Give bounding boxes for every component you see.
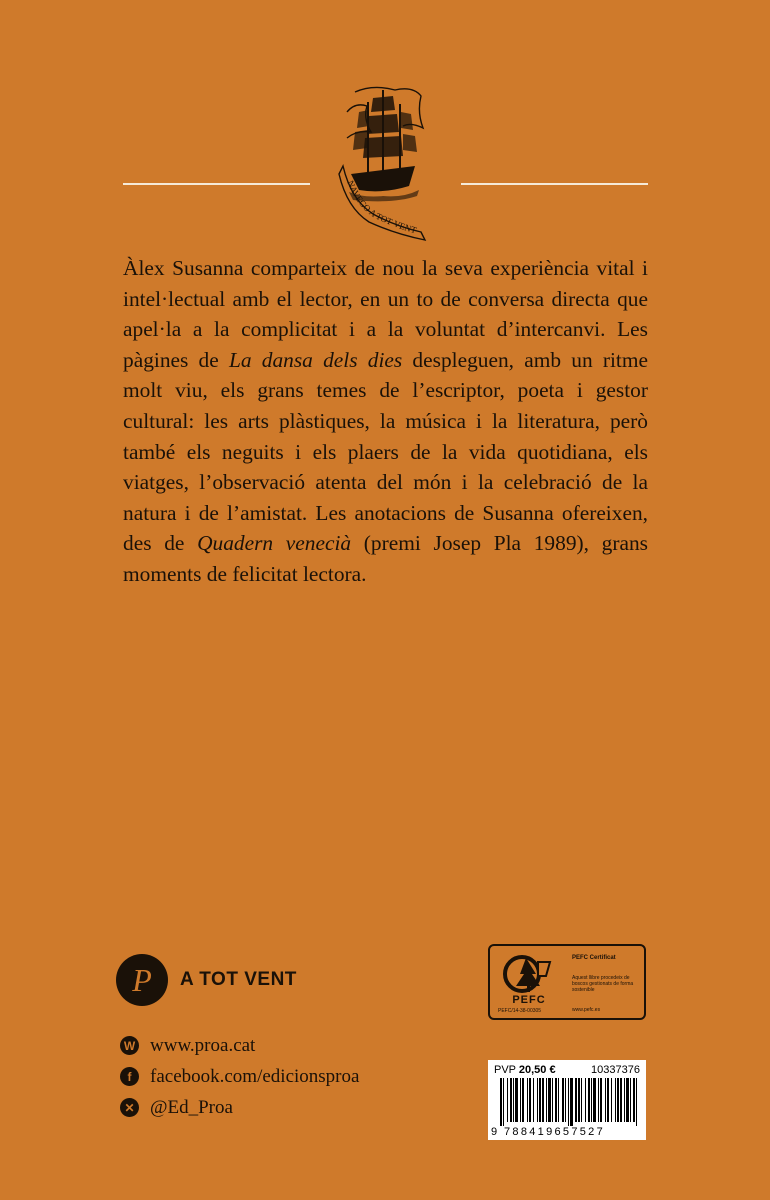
contact-facebook[interactable] [120,1061,359,1092]
pefc-brand: PEFC [512,994,546,1006]
barcode-bar [626,1078,629,1122]
barcode-bar [570,1078,573,1126]
barcode-bar [542,1078,544,1122]
pefc-website: www.pefc.es [572,1007,601,1013]
contact-list [120,1030,359,1123]
blurb-paragraph [123,253,648,590]
barcode-bar [548,1078,551,1122]
barcode-bar [529,1078,531,1122]
svg-text:P: P [132,962,152,998]
barcode-bar [593,1078,596,1122]
barcode-bar [565,1078,566,1122]
divider-left [123,183,310,185]
barcode-bar [562,1078,564,1122]
barcode-bar [581,1078,582,1122]
barcode-bar [522,1078,524,1122]
barcode-bar [605,1078,606,1122]
x-handle-link[interactable]: @Ed_Proa [150,1096,233,1118]
barcode-bar [633,1078,635,1122]
barcode-bar [546,1078,547,1122]
barcode-bar [591,1078,592,1122]
barcode-bar [588,1078,590,1122]
isbn-first-digit: 9 [491,1126,498,1138]
barcode-label [488,1060,646,1140]
barcode-bar [558,1078,559,1122]
price-value: 20,50 € [518,1064,556,1076]
barcode-bar [607,1078,609,1122]
facebook-icon: f [120,1067,139,1086]
price-line [494,1064,556,1076]
web-icon: W [120,1036,139,1055]
facebook-link[interactable]: facebook.com/edicionsproa [150,1065,360,1087]
svg-text:NAVEGO A TOT VENT: NAVEGO A TOT VENT [345,178,418,236]
x-icon: ✕ [120,1098,139,1117]
blurb-text-3: (premi Josep Pla 1989), grans moments de felicitat lectora. [123,531,648,586]
book-title-dansa: La dansa dels dies [228,347,403,372]
barcode-bar [615,1078,616,1122]
barcode-bar [636,1078,637,1126]
ship-emblem-icon [333,82,433,246]
barcode-bar [620,1078,622,1122]
barcode-bar [611,1078,612,1122]
barcode-bar [568,1078,569,1126]
contact-website[interactable] [120,1030,359,1061]
barcode-bar [533,1078,534,1122]
book-title-quadern: Quadern venecià [197,531,352,556]
barcode-bar [624,1078,625,1122]
reference-number: 10337376 [591,1064,640,1076]
barcode-bar [617,1078,619,1122]
barcode-bar [513,1078,514,1122]
divider-right [461,183,648,185]
barcode-bar [630,1078,631,1122]
barcode-bar [503,1078,504,1126]
barcode-bar [575,1078,577,1122]
blurb-text-1: Àlex Susanna comparteix de nou la seva experiència vital i intel·lectual amb el lector, en un to de conversa directa que apel·la a la complicitat i a la voluntat d’intercanvi. Les pàgines de [123,256,648,372]
pefc-description: Aquest llibre procedeix de boscos gestionats de forma sostenible [572,975,634,993]
barcode-bar [552,1078,553,1122]
isbn-barcode [500,1078,638,1126]
back-cover-blurb [123,253,648,590]
barcode-bar [555,1078,557,1122]
barcode-bar [500,1078,502,1126]
barcode-bar [507,1078,508,1122]
proa-logo-icon [116,954,168,1006]
pefc-code: PEFC/14-38-00305 [498,1008,542,1014]
pvp-label: PVP [494,1064,516,1076]
contact-x[interactable] [120,1092,359,1123]
collection-label: A TOT VENT [180,969,297,990]
barcode-bar [585,1078,586,1122]
barcode-bar [537,1078,538,1122]
website-link[interactable]: www.proa.cat [150,1034,256,1056]
barcode-bar [539,1078,541,1122]
publisher-block [116,954,297,1006]
barcode-bar [515,1078,518,1122]
barcode-bar [527,1078,528,1122]
barcode-bar [520,1078,521,1122]
pefc-tree-icon [502,952,554,996]
barcode-bar [598,1078,599,1122]
barcode-bar [600,1078,602,1122]
pefc-certification-badge [488,944,646,1020]
isbn-digits: 788419657527 [504,1126,606,1138]
blurb-text-2: despleguen, amb un ritme molt viu, els grans temes de l’escriptor, poeta i gestor cultural: les arts plàstiques, la música i la literatura, però també els neguits i els plaers de la vida quotidiana, els viatges, l’observació atenta del món i la celebració de la natura i de l’amistat. Les anotacions de Susanna ofereixen, des de [123,347,649,556]
barcode-bar [510,1078,512,1122]
pefc-title: PEFC Certificat [572,955,616,961]
barcode-bar [578,1078,580,1122]
